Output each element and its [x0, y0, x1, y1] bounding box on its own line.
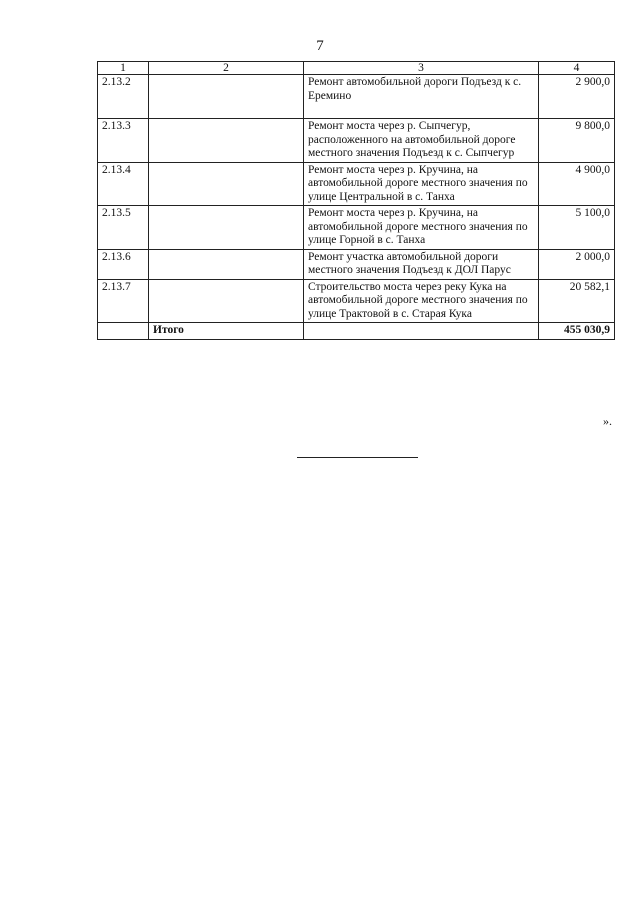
row-column-2 [149, 249, 304, 279]
total-description-cell [304, 323, 539, 340]
row-description: Ремонт автомобильной дороги Подъезд к с. Еремино [304, 75, 539, 119]
row-description: Ремонт участка автомобильной дороги местного значения Подъезд к ДОЛ Парус [304, 249, 539, 279]
row-number: 2.13.4 [98, 162, 149, 206]
row-number: 2.13.3 [98, 119, 149, 163]
table-header-row [98, 62, 615, 75]
row-number: 2.13.6 [98, 249, 149, 279]
row-column-2 [149, 75, 304, 119]
total-number-cell [98, 323, 149, 340]
column-header: 2 [149, 62, 304, 75]
total-label: Итого [149, 323, 304, 340]
budget-table [97, 61, 615, 340]
table-row [98, 119, 615, 163]
column-header: 3 [304, 62, 539, 75]
table-row [98, 75, 615, 119]
row-number: 2.13.5 [98, 206, 149, 250]
row-amount: 4 900,0 [539, 162, 615, 206]
row-amount: 2 900,0 [539, 75, 615, 119]
row-description: Строительство моста через реку Кука на автомобильной дороге местного значения по улице Трактовой в с. Старая Кука [304, 279, 539, 323]
row-description: Ремонт моста через р. Кручина, на автомобильной дороге местного значения по улице Горной в с. Танха [304, 206, 539, 250]
table-row [98, 206, 615, 250]
row-column-2 [149, 119, 304, 163]
row-amount: 9 800,0 [539, 119, 615, 163]
row-number: 2.13.7 [98, 279, 149, 323]
table-row [98, 249, 615, 279]
table-row [98, 279, 615, 323]
column-header: 1 [98, 62, 149, 75]
closing-quote-mark: ». [603, 414, 612, 428]
row-number: 2.13.2 [98, 75, 149, 119]
row-column-2 [149, 279, 304, 323]
end-divider [297, 457, 418, 458]
column-header: 4 [539, 62, 615, 75]
row-amount: 2 000,0 [539, 249, 615, 279]
row-column-2 [149, 206, 304, 250]
row-amount: 20 582,1 [539, 279, 615, 323]
row-description: Ремонт моста через р. Кручина, на автомобильной дороге местного значения по улице Центральной в с. Танха [304, 162, 539, 206]
row-description: Ремонт моста через р. Сыпчегур, расположенного на автомобильной дороге местного значения Подъезд к с. Сыпчегур [304, 119, 539, 163]
page-number: 7 [316, 38, 324, 54]
row-column-2 [149, 162, 304, 206]
total-row [98, 323, 615, 340]
row-amount: 5 100,0 [539, 206, 615, 250]
table-row [98, 162, 615, 206]
total-amount: 455 030,9 [539, 323, 615, 340]
